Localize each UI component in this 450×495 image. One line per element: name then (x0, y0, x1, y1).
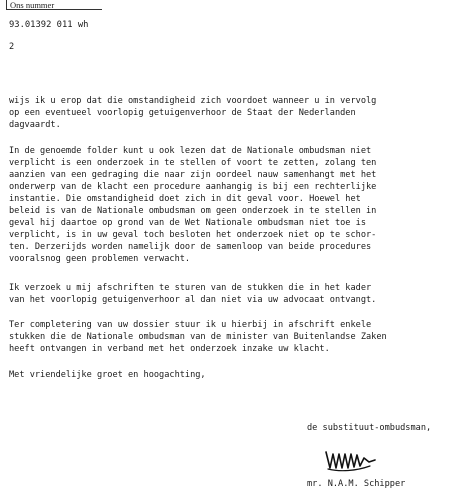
paragraph-2: In de genoemde folder kunt u ook lezen dat de Nationale ombudsman niet verplicht is een onderzoek in te stellen of voort te zetten, zolang ten aanzien van een gedraging die naar zijn oordeel nauw samenhangt met het onderwerp van de klacht een procedure aanhangig is bij een rechterlijke instantie. Die omstandigheid doet zich in dit geval voor. Hoewel het beleid is van de Nationale ombudsman om geen onderzoek in te stellen in geval hij daartoe op grond van de Wet Nationale ombudsman niet toe is verplicht, is in uw geval toch besloten het onderzoek niet op te schor- ten. Derzerijds worden namelijk door de samenloop van beide procedures vooralsnog geen problemen verwacht. (9, 146, 377, 264)
closing-greeting: Met vriendelijke groet en hoogachting, (9, 370, 206, 380)
reference-number: 93.01392 011 wh (9, 20, 89, 30)
signatory-name: mr. N.A.M. Schipper (307, 479, 406, 489)
paragraph-4: Ter completering van uw dossier stuur ik u hierbij in afschrift enkele stukken die de Nationale ombudsman van de minister van Buitenlandse Zaken heeft ontvangen in verband met het onderzoek inzake uw klacht. (9, 320, 387, 354)
reference-label: Ons nummer (6, 0, 102, 10)
paragraph-3: Ik verzoek u mij afschriften te sturen van de stukken die in het kader van het voorlopig getuigenverhoor al dan niet via uw advocaat ontvangt. (9, 283, 377, 305)
handwritten-signature (322, 448, 382, 474)
signatory-role: de substituut-ombudsman, (307, 423, 432, 433)
paragraph-1: wijs ik u erop dat die omstandigheid zich voordoet wanneer u in vervolg op een eventueel voorlopig getuigenverhoor de Staat der Nederlanden dagvaardt. (9, 96, 377, 130)
page-number: 2 (9, 42, 15, 52)
